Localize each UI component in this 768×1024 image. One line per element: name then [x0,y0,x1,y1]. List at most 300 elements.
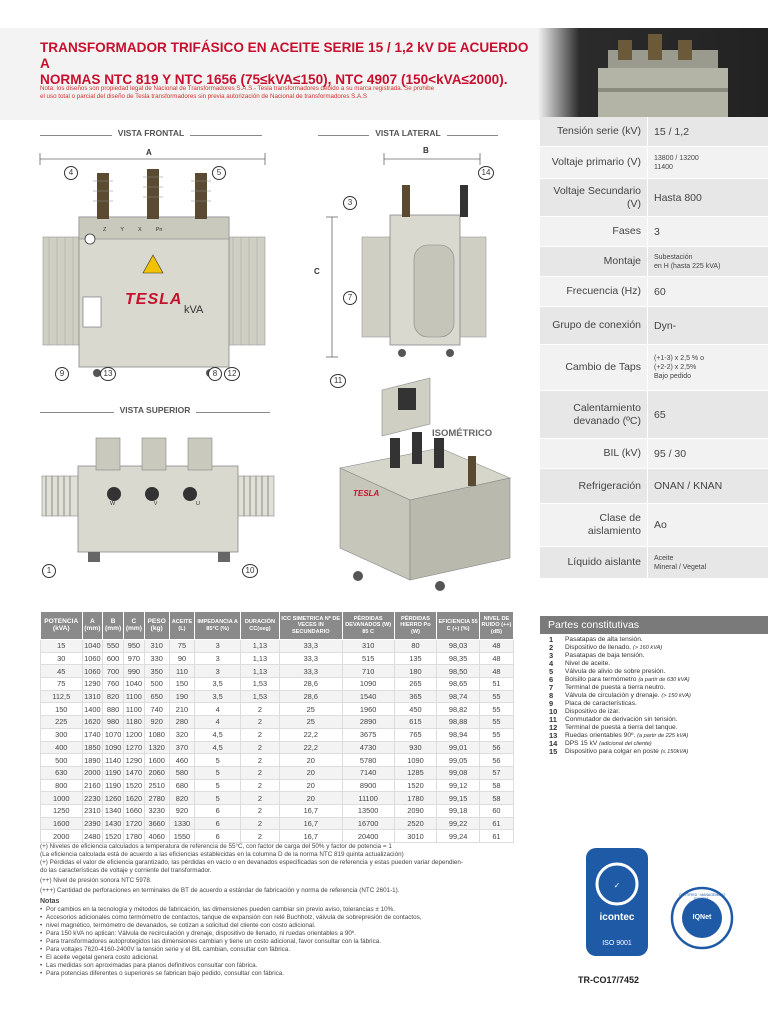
table-cell: 950 [123,640,144,653]
table-cell: 700 [103,665,124,678]
table-cell: 6 [195,830,241,843]
table-cell: 150 [169,678,195,691]
hv-terminal-labels: Z Y X Pn [103,227,163,233]
table-cell: 16,7 [279,804,342,817]
part-note: (a partir de 225 kVA) [637,733,689,739]
table-cell: 1660 [123,804,144,817]
table-cell: 2 [240,728,279,741]
table-cell: 1740 [82,728,103,741]
note-item: • Para potencias diferentes o superiores se fabrican bajo pedido, consultar con fábrica. [40,970,520,978]
table-cell: 1290 [82,678,103,691]
callout-3: 3 [343,196,357,210]
spec-value-line: 95 / 30 [654,447,687,460]
notes-list [40,906,520,978]
icontec-logo: icontec [599,912,635,923]
parts-list [549,636,768,756]
svg-text:✓: ✓ [613,881,621,890]
table-cell: 1520 [394,779,437,792]
table-cell: 280 [169,716,195,729]
table-cell: 2390 [82,817,103,830]
table-cell: 1780 [123,830,144,843]
part-note: (> 150 kVA) [661,693,691,699]
part-item [549,716,768,724]
spec-value-line: (+1-3) x 2,5 % o [654,355,704,362]
table-cell: 980 [103,716,124,729]
note-item: • Para transformadores autoprotegidos las dimensiones cambian y tiene un costo adicional, favor consultar con la fábrica. [40,938,520,946]
table-cell: 1,13 [240,652,279,665]
table-cell: 920 [169,804,195,817]
part-text [565,676,690,684]
table-cell: 1430 [103,817,124,830]
part-number: 7 [549,683,554,692]
part-description: Conmutador de derivación sin tensión. [565,716,678,723]
footnote-2: (La eficiencia calculada está de acuerdo a las eficiencias establecidas en la columna D de la norma NTC 819 quinta actualización) [40,851,404,858]
table-cell: 600 [103,652,124,665]
table-cell: 180 [394,665,437,678]
table-row [41,741,514,754]
spec-value-line: 11400 [654,163,673,171]
table-cell: 310 [342,640,394,653]
table-cell: 1,13 [240,640,279,653]
table-cell: 25 [279,703,342,716]
spec-row [540,217,768,247]
table-header: ACEITE (L) [169,612,195,640]
table-cell: 460 [169,754,195,767]
table-cell: 20400 [342,830,394,843]
table-cell: 55 [479,728,513,741]
table-cell: 99,15 [437,792,480,805]
table-cell: 1850 [82,741,103,754]
table-cell: 4 [195,716,241,729]
table-cell: 820 [169,792,195,805]
table-cell: 2230 [82,792,103,805]
table-cell: 2090 [394,804,437,817]
part-text [565,716,678,724]
table-cell: 1550 [169,830,195,843]
table-cell: 2 [240,766,279,779]
iso-label: ISOMÉTRICO [432,428,493,439]
table-cell: 370 [169,741,195,754]
part-item [549,684,768,692]
spec-value [648,547,768,578]
iso-brand: TESLA [353,489,380,498]
table-cell: 4,5 [195,728,241,741]
table-row [41,640,514,653]
spec-label: Fases [540,217,648,246]
table-row [41,817,514,830]
spec-value [648,277,768,306]
table-cell: 3 [195,652,241,665]
table-row [41,716,514,729]
table-cell: 16,7 [279,817,342,830]
part-item [549,652,768,660]
table-cell: 110 [169,665,195,678]
table-cell: 20 [279,779,342,792]
table-cell: 1340 [103,804,124,817]
table-cell: 16700 [342,817,394,830]
table-cell: 28,6 [279,690,342,703]
table-cell: 1540 [342,690,394,703]
spec-row [540,117,768,147]
table-cell: 1080 [144,728,169,741]
table-cell: 55 [479,716,513,729]
table-cell: 4 [195,703,241,716]
table-cell: 28,6 [279,678,342,691]
part-text [565,700,637,708]
part-text [565,684,665,692]
table-cell: 1,13 [240,665,279,678]
spec-row [540,439,768,469]
table-cell: 1620 [123,792,144,805]
spec-value-line: 3 [654,225,660,238]
table-cell: 13500 [342,804,394,817]
callout-14: 14 [478,166,494,180]
spec-label: Cambio de Taps [540,345,648,390]
note-item: • nivel magnético, termómetro de devanados, se cotizan a solicitud del cliente con costo adicional. [40,922,520,930]
spec-value [648,179,768,216]
table-cell: 1330 [169,817,195,830]
footnote-1: (+) Niveles de eficiencia calculados a temperatura de referencia de 55°C, con factor de carga del 50% y factor de potencia = 1 [40,843,392,850]
table-cell: 1040 [123,678,144,691]
table-cell: 1600 [144,754,169,767]
part-number: 15 [549,747,558,756]
table-cell: 1320 [144,741,169,754]
part-item [549,732,768,740]
part-note: (adicional del cliente) [599,741,652,747]
brand-logo: TESLA [125,291,183,308]
table-cell: 48 [479,652,513,665]
part-number: 12 [549,723,558,732]
spec-label: Clase de aislamiento [540,504,648,546]
table-cell: 3675 [342,728,394,741]
table-header: EFICIENCIA 55 C (+) (%) [437,612,480,640]
part-number: 8 [549,691,554,700]
table-cell: 615 [394,716,437,729]
table-cell: 1780 [394,792,437,805]
table-cell: 210 [169,703,195,716]
table-cell: 3660 [144,817,169,830]
table-cell: 135 [394,652,437,665]
table-header: NIVEL DE RUIDO (++) (dB) [479,612,513,640]
table-cell: 365 [394,690,437,703]
spec-value [648,345,768,390]
spec-row [540,307,768,345]
spec-label: Voltaje Secundario (V) [540,179,648,216]
table-cell: 990 [123,665,144,678]
table-cell: 1070 [103,728,124,741]
spec-value-line: Mineral / Vegetal [654,563,707,571]
spec-label: BIL (kV) [540,439,648,468]
table-cell: 1250 [41,804,83,817]
table-header: PÉRDIDAS DEVANADOS (W) 85 C [342,612,394,640]
part-text [565,652,645,660]
spec-value-line: 13800 / 13200 [654,154,699,162]
table-cell: 550 [103,640,124,653]
table-row [41,792,514,805]
certificate-code: TR-CO17/7452 [578,975,640,985]
table-cell: 2000 [41,830,83,843]
front-view-drawing [35,145,275,385]
table-cell: 1100 [123,690,144,703]
table-row [41,728,514,741]
spec-value-line: en H (hasta 225 kVA) [654,262,721,270]
spec-value-line: Ao [654,519,667,531]
table-header: PÉRDIDAS HIERRO Po (W) [394,612,437,640]
isometric-drawing [320,368,520,598]
part-note: (a partir de 630 kVA) [638,677,690,683]
part-description: Terminal de puesta a tierra del tanque. [565,724,678,731]
table-cell: 740 [144,703,169,716]
spec-row [540,247,768,277]
note-item: • Accesorios adicionales como termómetro de contactos, tanque de expansión con relé Buchholz, válvula de sobrepresión de contactos, [40,914,520,922]
table-cell: 2 [240,804,279,817]
table-cell: 98,50 [437,665,480,678]
table-cell: 1190 [103,779,124,792]
spec-label: Voltaje primario (V) [540,147,648,178]
part-text [565,740,652,748]
table-cell: 760 [103,678,124,691]
table-cell: 99,18 [437,804,480,817]
spec-label: Montaje [540,247,648,276]
top-view-drawing [38,432,278,582]
table-row [41,779,514,792]
spec-value-line: (+2-2) x 2,5% [654,364,697,371]
front-view-label: VISTA FRONTAL [40,128,262,138]
table-cell: 330 [144,652,169,665]
callout-7: 7 [343,291,357,305]
part-text [565,732,688,740]
table-cell: 320 [169,728,195,741]
part-description: Placa de características. [565,700,637,707]
callout-5: 5 [212,166,226,180]
table-cell: 400 [41,741,83,754]
part-description: Pasatapas de alta tensión. [565,636,643,643]
callout-9: 9 [55,367,69,381]
table-cell: 1000 [41,792,83,805]
part-number: 4 [549,659,554,668]
table-cell: 33,3 [279,665,342,678]
table-cell: 1720 [123,817,144,830]
table-cell: 2060 [144,766,169,779]
part-text [565,748,688,756]
table-cell: 650 [144,690,169,703]
table-cell: 920 [144,716,169,729]
table-cell: 99,24 [437,830,480,843]
table-cell: 5 [195,792,241,805]
table-cell: 1270 [123,741,144,754]
spec-table [540,117,768,579]
spec-value [648,391,768,438]
part-text [565,668,665,676]
part-description: Válvula de alivio de sobre presión. [565,668,666,675]
callout-12: 12 [224,367,240,381]
table-cell: 1100 [123,703,144,716]
table-cell: 98,82 [437,703,480,716]
table-row [41,804,514,817]
part-description: Pasatapas de baja tensión. [565,652,645,659]
table-header: ICC SIMETRICA Nº DE VECES IN SECUNDARIO [279,612,342,640]
dim-a-label: A [146,148,152,157]
part-text [565,636,643,644]
table-cell: 5 [195,779,241,792]
table-cell: 3010 [394,830,437,843]
part-item [549,700,768,708]
table-cell: 300 [41,728,83,741]
spec-label: Líquido aislante [540,547,648,578]
spec-row [540,504,768,547]
table-row [41,766,514,779]
table-cell: 60 [479,804,513,817]
table-cell: 30 [41,652,83,665]
table-cell: 1090 [342,678,394,691]
part-description: DPS 15 kV [565,740,598,747]
spec-value-line: Hasta 800 [654,191,702,204]
table-cell: 3,5 [195,690,241,703]
part-number: 6 [549,675,554,684]
legal-note: Nota: los diseños son propiedad legal de Nacional de Transformadores S.A.S.- Tesla transformadores debido a su marca registrada. Se prohibe el uso total o parcial del diseño de Tesla transformadores sin previa autorización de Nacional de transformadores S.A.S [40,85,435,100]
spec-value-line: 65 [654,408,666,421]
table-cell: 51 [479,678,513,691]
table-cell: 1620 [82,716,103,729]
part-number: 2 [549,643,554,652]
table-cell: 2780 [144,792,169,805]
spec-label: Refrigeración [540,469,648,503]
table-cell: 20 [279,754,342,767]
table-cell: 1060 [82,652,103,665]
table-cell: 500 [144,678,169,691]
part-text [565,724,678,732]
notes-title: Notas [40,898,60,905]
note-item: • Por cambios en la tecnología y métodos de fabricación, las dimensiones pueden cambiar sin previo aviso, tolerancias ± 10%. [40,906,520,914]
part-number: 9 [549,699,554,708]
table-cell: 970 [123,652,144,665]
part-text [565,708,620,716]
table-cell: 112,5 [41,690,83,703]
part-item [549,740,768,748]
table-cell: 3 [195,665,241,678]
table-cell: 98,88 [437,716,480,729]
table-cell: 450 [394,703,437,716]
iso-9001-label: ISO 9001 [602,940,632,947]
spec-row [540,179,768,217]
table-cell: 2480 [82,830,103,843]
page-title: TRANSFORMADOR TRIFÁSICO EN ACEITE SERIE 15 / 1,2 kV DE ACUERDO A NORMAS NTC 819 Y NTC 1656 (75≤kVA≤150), NTC 4907 (150<kVA≤2000). [40,40,529,87]
spec-value [648,217,768,246]
spec-value-line: Subestación [654,253,693,261]
table-cell: 20 [279,766,342,779]
spec-row [540,345,768,391]
callout-8: 8 [208,367,222,381]
table-cell: 33,3 [279,652,342,665]
spec-value-line: 60 [654,285,666,298]
table-cell: 1040 [82,640,103,653]
table-header: PESO (kg) [144,612,169,640]
part-item [549,748,768,756]
table-cell: 22,2 [279,728,342,741]
spec-value [648,307,768,344]
table-cell: 58 [479,792,513,805]
spec-label: Frecuencia (Hz) [540,277,648,306]
table-cell: 16,7 [279,830,342,843]
part-description: Nivel de aceite. [565,660,611,667]
table-cell: 4,5 [195,741,241,754]
side-view-label: VISTA LATERAL [318,128,498,138]
table-cell: 1470 [123,766,144,779]
table-cell: 6 [195,817,241,830]
table-cell: 930 [394,741,437,754]
table-cell: 1520 [123,779,144,792]
table-cell: 1310 [82,690,103,703]
note-item: • Para voltajes 7620-4160-2400V la tensión serie y el BIL cambian, consultar con fábrica. [40,946,520,954]
top-view-label: VISTA SUPERIOR [40,405,270,415]
table-cell: 820 [103,690,124,703]
table-cell: 5 [195,766,241,779]
footnote-3: (+) Pérdidas el valor de eficiencia garantizado, las pérdidas en vacío o en devanados especificadas son de referencia y estas pueden variar dependien- [40,859,464,866]
table-cell: 2520 [394,817,437,830]
spec-value [648,504,768,546]
table-cell: 8900 [342,779,394,792]
table-cell: 61 [479,830,513,843]
table-cell: 580 [169,766,195,779]
part-description: Ruedas orientables 90º. [565,732,636,739]
spec-row [540,547,768,579]
table-cell: 765 [394,728,437,741]
part-note: (> 160 kVA) [632,645,663,651]
table-cell: 5780 [342,754,394,767]
table-cell: 1290 [123,754,144,767]
part-item [549,660,768,668]
part-number: 1 [549,635,554,644]
table-cell: 99,05 [437,754,480,767]
transformer-photo [538,28,768,120]
footnote-5: (++) Nivel de presión sonora NTC 5978. [40,877,152,884]
table-cell: 1520 [103,830,124,843]
footnote-6: (+++) Cantidad de perforaciones en terminales de BT de acuerdo a estándar de fabricación y norma de referencia (NTC 2601-1). [40,887,400,894]
table-cell: 25 [279,716,342,729]
table-cell: 80 [394,640,437,653]
callout-10: 10 [242,564,258,578]
table-header: DURACIÓN CC(seg) [240,612,279,640]
part-description: Dispositivo de llenado. [565,644,631,651]
parts-title: Partes constitutivas [540,616,768,634]
table-row [41,703,514,716]
table-cell: 75 [41,678,83,691]
table-cell: 56 [479,754,513,767]
table-cell: 800 [41,779,83,792]
table-cell: 58 [479,779,513,792]
part-number: 3 [549,651,554,660]
table-cell: 680 [169,779,195,792]
part-number: 14 [549,739,558,748]
spec-value [648,469,768,503]
table-cell: 98,65 [437,678,480,691]
table-cell: 55 [479,703,513,716]
table-cell: 7140 [342,766,394,779]
table-cell: 630 [41,766,83,779]
dim-b-label: B [423,146,429,155]
callout-11: 11 [330,374,346,388]
spec-value [648,247,768,276]
table-cell: 20 [279,792,342,805]
table-header: B (mm) [103,612,124,640]
spec-value [648,117,768,146]
table-cell: 500 [41,754,83,767]
table-cell: 15 [41,640,83,653]
table-cell: 2 [240,779,279,792]
table-cell: 2 [240,792,279,805]
table-cell: 98,03 [437,640,480,653]
table-row [41,690,514,703]
